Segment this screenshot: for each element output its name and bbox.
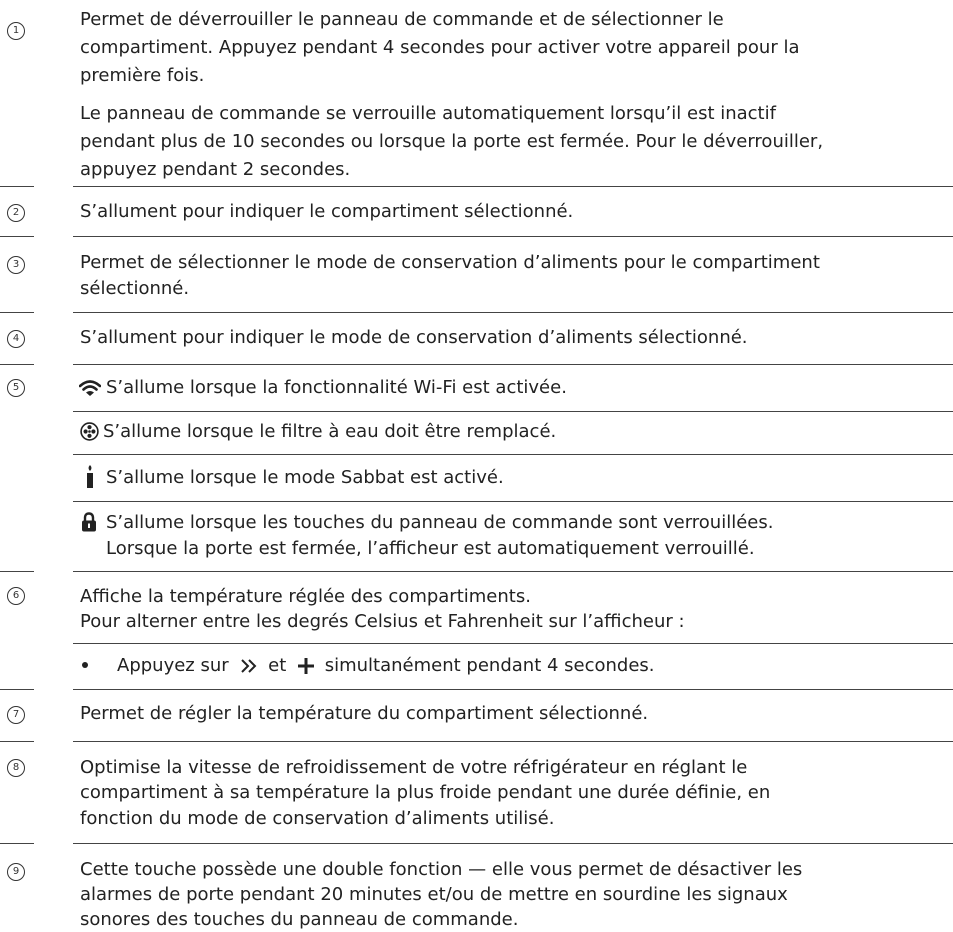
separator	[0, 741, 34, 742]
lock-status-line-2: Lorsque la porte est fermée, l’afficheur est automatiquement verrouillé.	[106, 538, 755, 559]
lock-status-line-1: S’allume lorsque les touches du panneau de commande sont verrouillées.	[106, 512, 774, 533]
item-number-4: 4	[7, 330, 25, 348]
filter-status-text: S’allume lorsque le filtre à eau doit être remplacé.	[103, 421, 557, 442]
wifi-status-text: S’allume lorsque la fonctionnalité Wi-Fi est activée.	[106, 377, 567, 398]
separator	[73, 454, 953, 455]
item-6-bullet-text	[117, 653, 655, 678]
separator	[0, 236, 34, 237]
item-6-line-1: Affiche la température réglée des compartiments.	[80, 586, 531, 607]
double-chevron-right-icon	[240, 658, 260, 674]
separator	[0, 312, 34, 313]
wifi-icon	[79, 380, 101, 398]
item-1-line-1: Permet de déverrouiller le panneau de commande et de sélectionner le	[80, 9, 724, 30]
bullet-dot	[82, 662, 88, 668]
item-number-9: 9	[7, 863, 25, 881]
separator	[73, 643, 953, 644]
item-1-line-4: Le panneau de commande se verrouille automatiquement lorsqu’il est inactif	[80, 103, 776, 124]
sabbath-candle-icon	[85, 465, 95, 489]
item-number-2: 2	[7, 204, 25, 222]
separator	[73, 501, 953, 502]
item-8-line-2: compartiment à sa température la plus froide pendant une durée définie, en	[80, 782, 771, 803]
item-3-line-2: sélectionné.	[80, 278, 190, 299]
item-8-line-3: fonction du mode de conservation d’aliments utilisé.	[80, 808, 555, 829]
item-1-line-2: compartiment. Appuyez pendant 4 secondes pour activer votre appareil pour la	[80, 37, 800, 58]
item-number-6: 6	[7, 587, 25, 605]
separator	[73, 411, 953, 412]
item-number-3: 3	[7, 256, 25, 274]
item-7-line-1: Permet de régler la température du compartiment sélectionné.	[80, 703, 649, 724]
item-8-line-1: Optimise la vitesse de refroidissement de votre réfrigérateur en réglant le	[80, 757, 748, 778]
separator	[0, 689, 34, 690]
item-9-line-2: alarmes de porte pendant 20 minutes et/ou de mettre en sourdine les signaux	[80, 884, 788, 905]
separator	[0, 364, 34, 365]
item-9-line-1: Cette touche possède une double fonction — elle vous permet de désactiver les	[80, 859, 803, 880]
item-1-line-6: appuyez pendant 2 secondes.	[80, 159, 351, 180]
bullet-text-between: et	[268, 655, 287, 676]
separator	[0, 571, 34, 572]
separator	[73, 364, 953, 365]
item-number-5: 5	[7, 379, 25, 397]
item-9-line-3: sonores des touches du panneau de commande.	[80, 909, 519, 930]
item-1-line-3: première fois.	[80, 65, 205, 86]
item-number-8: 8	[7, 759, 25, 777]
item-number-7: 7	[7, 706, 25, 724]
separator	[73, 186, 953, 187]
separator	[73, 236, 953, 237]
separator	[73, 741, 953, 742]
separator	[73, 312, 953, 313]
separator	[0, 186, 34, 187]
water-filter-icon	[80, 422, 99, 441]
item-number-1: 1	[7, 22, 25, 40]
item-1-line-5: pendant plus de 10 secondes ou lorsque la porte est fermée. Pour le déverrouiller,	[80, 131, 824, 152]
item-3-line-1: Permet de sélectionner le mode de conservation d’aliments pour le compartiment	[80, 252, 820, 273]
separator	[73, 689, 953, 690]
item-2-line-1: S’allument pour indiquer le compartiment sélectionné.	[80, 201, 574, 222]
bullet-text-before: Appuyez sur	[117, 655, 229, 676]
item-6-line-2: Pour alterner entre les degrés Celsius et Fahrenheit sur l’afficheur :	[80, 611, 685, 632]
separator	[73, 843, 953, 844]
lock-icon	[81, 512, 97, 532]
separator	[73, 571, 953, 572]
separator	[0, 843, 34, 844]
bullet-text-after: simultanément pendant 4 secondes.	[324, 655, 655, 676]
sabbath-status-text: S’allume lorsque le mode Sabbat est activé.	[106, 467, 504, 488]
item-4-line-1: S’allument pour indiquer le mode de conservation d’aliments sélectionné.	[80, 327, 748, 348]
plus-icon	[297, 657, 315, 675]
